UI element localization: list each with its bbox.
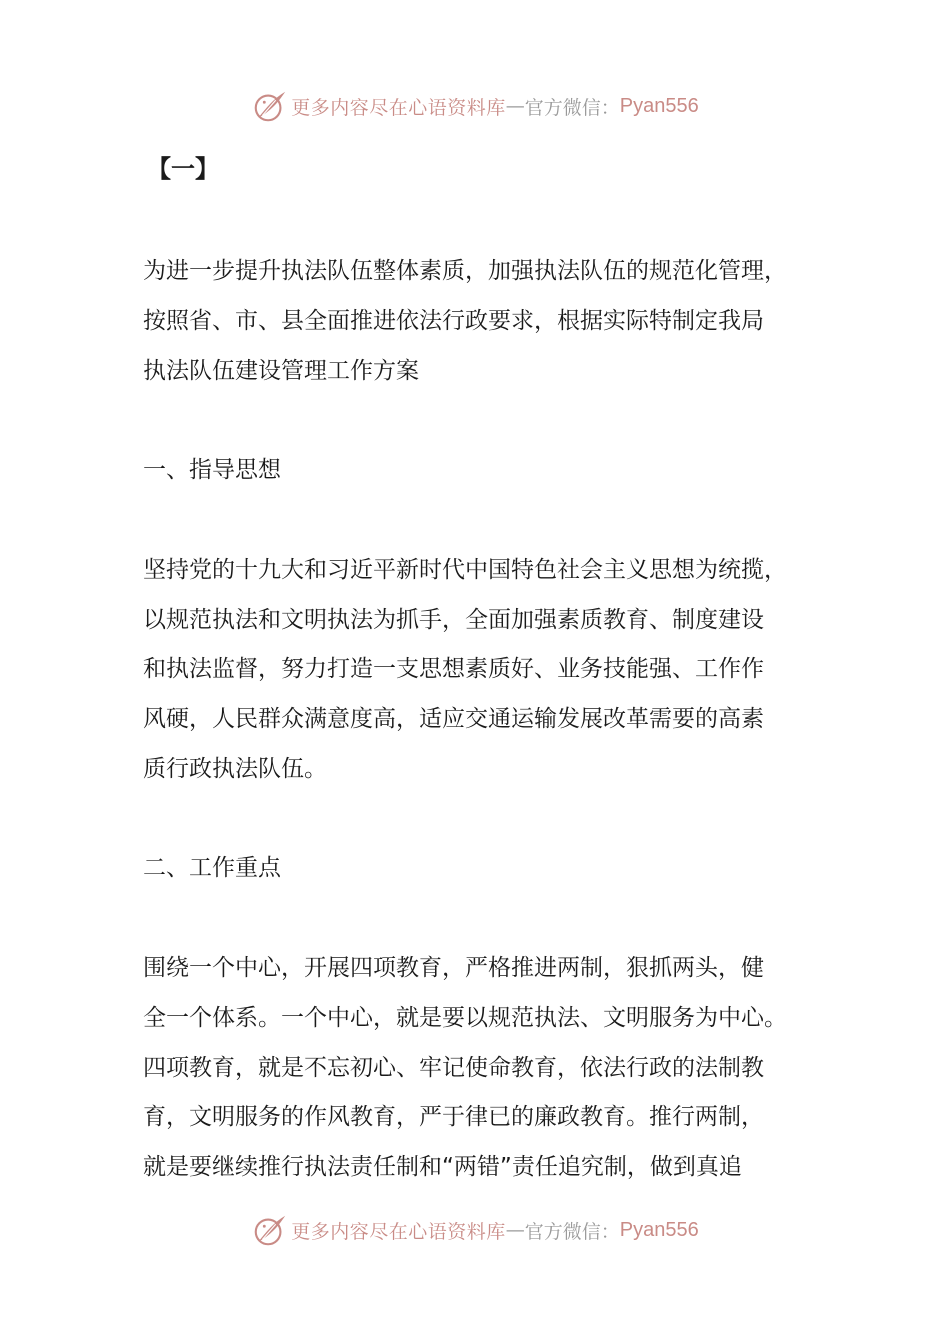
watermark-brand-text: 更多内容尽在心语资料库 [291, 1220, 506, 1243]
section-marker: 【一】 [147, 155, 219, 183]
para-2-line-1: 围绕一个中心，开展四项教育，严格推进两制，狠抓两头，健 [143, 955, 764, 981]
para-2-line-3: 四项教育，就是不忘初心、牢记使命教育，依法行政的法制教 [143, 1055, 764, 1081]
para-1-line-4: 风硬，人民群众满意度高，适应交通运输发展改革需要的高素 [143, 706, 764, 732]
footer-watermark-banner [0, 1208, 950, 1252]
para-2-line-4: 育，文明服务的作风教育，严于律已的廉政教育。推行两制， [143, 1104, 764, 1130]
watermark-contact-id: Pyan556 [619, 1218, 699, 1241]
para-1-line-3: 和执法监督，努力打造一支思想素质好、业务技能强、工作作 [143, 656, 764, 682]
intro-line-3: 执法队伍建设管理工作方案 [143, 358, 419, 384]
watermark-contact-id: Pyan556 [619, 94, 699, 117]
para-2-line-5: 就是要继续推行执法责任制和“两错”责任追究制，做到真追 [143, 1154, 742, 1180]
intro-line-1: 为进一步提升执法队伍整体素质，加强执法队伍的规范化管理， [143, 258, 787, 284]
feather-pen-logo-icon [251, 1211, 289, 1249]
heading-guiding-thought: 一、指导思想 [143, 457, 281, 483]
watermark-contact-label: 官方微信： [524, 1220, 620, 1243]
para-2-line-2: 全一个体系。一个中心，就是要以规范执法、文明服务为中心。 [143, 1005, 787, 1031]
heading-work-focus: 二、工作重点 [143, 855, 281, 881]
watermark-dash: — [505, 1219, 525, 1241]
watermark-dash: — [505, 95, 525, 117]
para-1-line-2: 以规范执法和文明执法为抓手，全面加强素质教育、制度建设 [143, 607, 764, 633]
header-watermark-banner [0, 84, 950, 128]
para-1-line-1: 坚持党的十九大和习近平新时代中国特色社会主义思想为统揽， [143, 557, 787, 583]
intro-line-2: 按照省、市、县全面推进依法行政要求，根据实际特制定我局 [143, 308, 764, 334]
para-1-line-5: 质行政执法队伍。 [143, 756, 327, 782]
watermark-brand-text: 更多内容尽在心语资料库 [291, 96, 506, 119]
feather-pen-logo-icon [251, 87, 289, 125]
watermark-contact-label: 官方微信： [524, 96, 620, 119]
